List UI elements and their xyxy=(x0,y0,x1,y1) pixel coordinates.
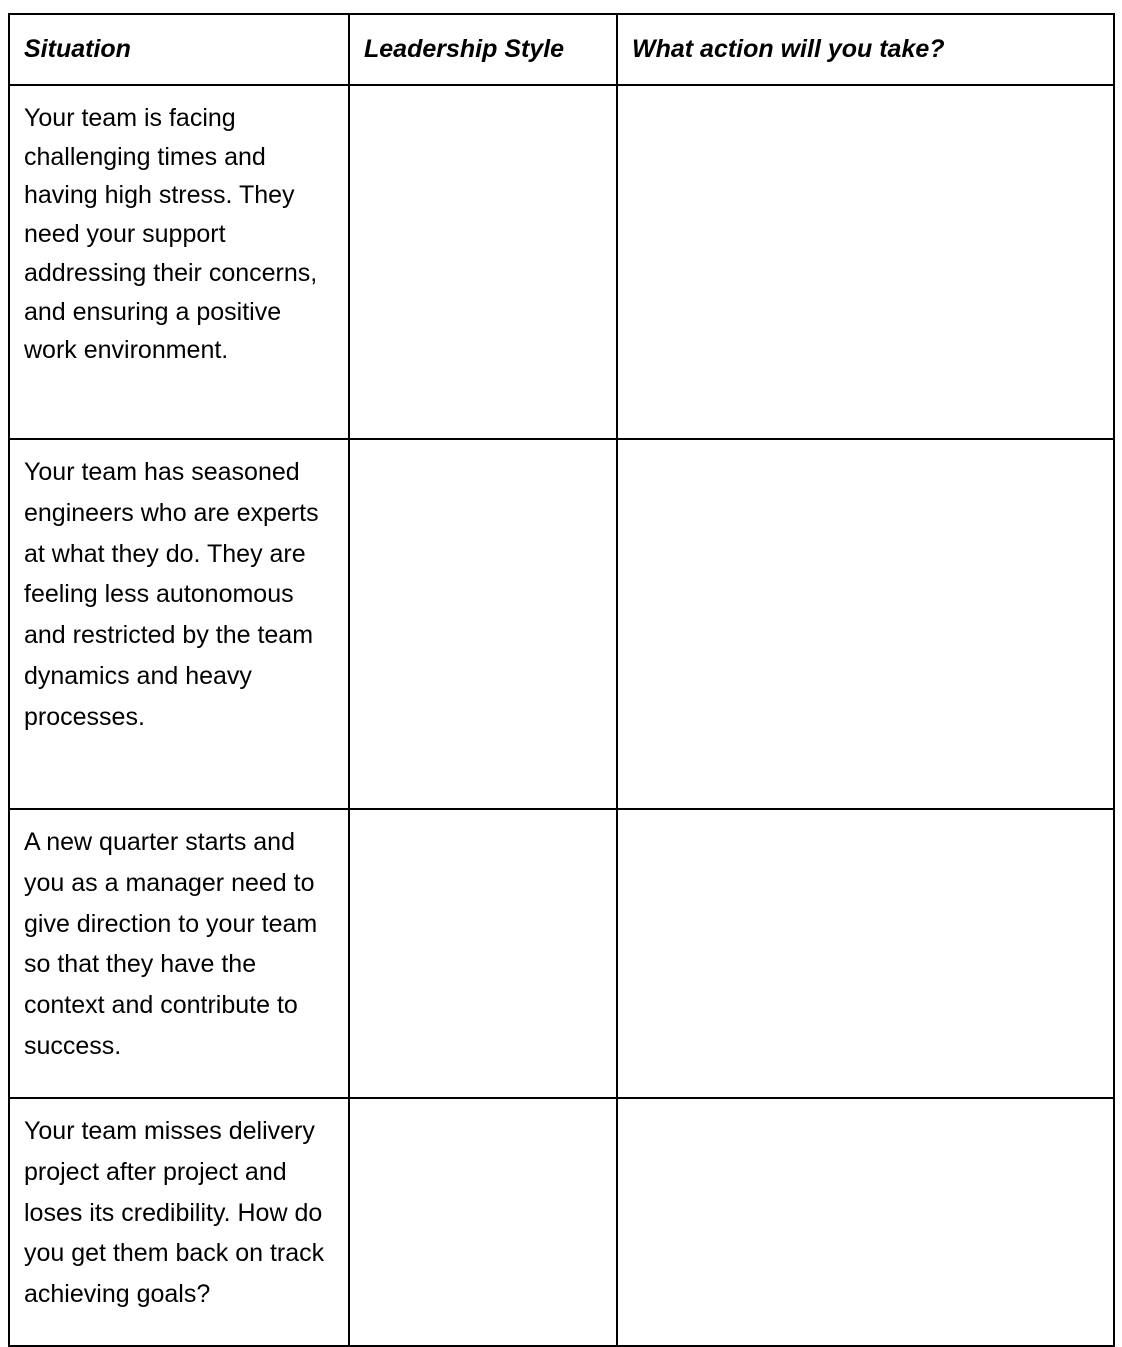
header-leadership-style: Leadership Style xyxy=(349,14,617,85)
situation-cell xyxy=(9,85,349,439)
situation-cell xyxy=(9,809,349,1098)
action-cell[interactable] xyxy=(617,1098,1114,1346)
leadership-style-cell[interactable] xyxy=(349,85,617,439)
leadership-style-cell[interactable] xyxy=(349,1098,617,1346)
situation-cell xyxy=(9,439,349,809)
table-row xyxy=(9,1098,1114,1346)
leadership-style-cell[interactable] xyxy=(349,439,617,809)
table-row xyxy=(9,85,1114,439)
situation-cell xyxy=(9,1098,349,1346)
situation-text: Your team is facing challenging times and having high stress. They need your support addressing their concerns, and ensuring a positive work environment. xyxy=(24,104,318,365)
header-situation: Situation xyxy=(9,14,349,85)
table-row xyxy=(9,809,1114,1098)
header-action: What action will you take? xyxy=(617,14,1114,85)
action-cell[interactable] xyxy=(617,809,1114,1098)
situation-text: Your team misses delivery project after project and loses its credibility. How do you get them back on track achieving goals? xyxy=(24,1117,325,1309)
header-row xyxy=(9,14,1114,85)
table-row xyxy=(9,439,1114,809)
situation-text: Your team has seasoned engineers who are experts at what they do. They are feeling less autonomous and restricted by the team dynamics and heavy processes. xyxy=(24,458,319,731)
leadership-worksheet-table xyxy=(8,13,1115,1347)
leadership-style-cell[interactable] xyxy=(349,809,617,1098)
action-cell[interactable] xyxy=(617,85,1114,439)
situation-text: A new quarter starts and you as a manager need to give direction to your team so that they have the context and contribute to success. xyxy=(24,828,318,1060)
action-cell[interactable] xyxy=(617,439,1114,809)
